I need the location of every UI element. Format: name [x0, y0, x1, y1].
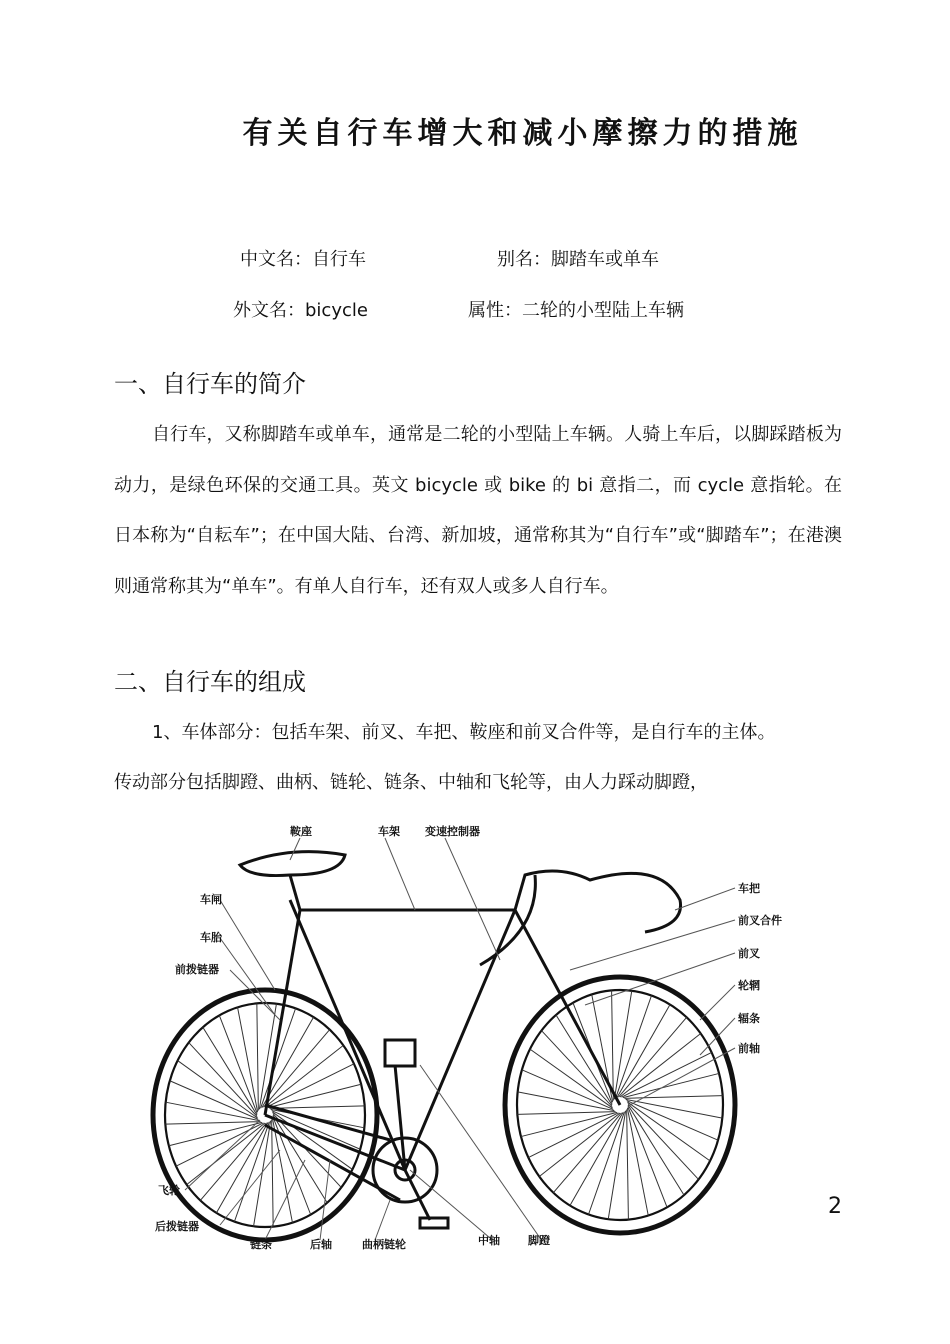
- wheel-spoke: [267, 1064, 354, 1107]
- label-rear-derailleur: 后拨链器: [155, 1220, 199, 1233]
- wheel-spoke: [628, 1105, 684, 1195]
- label-spoke: 辐条: [738, 1012, 760, 1025]
- label-crank-chainring: 曲柄链轮: [362, 1238, 406, 1251]
- label-rear-axle: 后轴: [310, 1238, 332, 1251]
- wheel-spoke: [627, 1108, 648, 1216]
- wheel-spoke: [626, 1099, 723, 1118]
- wheel-spoke: [628, 1103, 699, 1179]
- label-handlebar: 车把: [738, 882, 760, 895]
- wheel-spoke: [169, 1122, 262, 1145]
- wheel-spoke: [238, 1007, 258, 1112]
- wheel-spoke: [200, 1123, 266, 1201]
- wheel-spoke: [272, 1119, 274, 1226]
- info-chinese-name: 中文名：自行车: [240, 249, 366, 270]
- section1-paragraph: 自行车，又称脚踏车或单车，通常是二轮的小型陆上车辆。人骑上车后，以脚踩踏板为动力，是绿色环保的交通工具。英文 bicycle 或 bike 的 bi 意指二，而 cycle 意指轮。在日本称为“自耘车”；在中国大陆、台湾、新加坡，通常称其为“自行车”或“脚踏车”；在港澳则通常称其为“单车”。有单人自行车，还有双人或多人自行车。: [114, 424, 842, 597]
- wheel-spoke: [257, 1003, 259, 1110]
- wheel-spoke: [521, 1112, 617, 1136]
- wheel-spoke: [624, 1096, 722, 1099]
- wheel-spoke: [268, 1084, 361, 1107]
- wheel-spoke: [517, 1112, 615, 1115]
- label-tire: 车胎: [200, 931, 222, 944]
- wheel-spoke: [623, 1073, 719, 1097]
- label-rim: 轮辋: [738, 979, 760, 992]
- label-saddle: 鞍座: [290, 825, 312, 838]
- label-frame: 车架: [378, 825, 400, 838]
- section2-line1: 1、车体部分：包括车架、前叉、车把、鞍座和前叉合件等，是自行车的主体。: [152, 722, 776, 743]
- wheel-spoke: [622, 1052, 712, 1097]
- wheel-spoke: [518, 1092, 615, 1111]
- wheel-spoke: [553, 1113, 621, 1193]
- wheel-spoke: [612, 990, 614, 1100]
- label-shifter: 变速控制器: [425, 825, 480, 838]
- wheel-spoke: [628, 1107, 667, 1208]
- info-foreign-name: 外文名：bicycle: [233, 300, 368, 321]
- document-title: 有关自行车增大和减小摩擦力的措施: [242, 116, 803, 151]
- section1-heading: 一、自行车的简介: [114, 370, 306, 398]
- info-alias: 别名：脚踏车或单车: [497, 249, 659, 270]
- bicycle-diagram: [140, 820, 820, 1260]
- label-fork: 前叉: [738, 947, 760, 960]
- wheel-spoke: [254, 1121, 271, 1227]
- label-fork-assembly: 前叉合件: [738, 914, 782, 927]
- label-freewheel: 飞轮: [158, 1184, 180, 1197]
- wheel-spoke: [614, 991, 631, 1100]
- label-chain: 链条: [250, 1238, 272, 1251]
- section2-line2: 传动部分包括脚蹬、曲柄、链轮、链条、中轴和飞轮等，由人力踩动脚蹬，: [114, 772, 708, 793]
- label-brake: 车闸: [200, 893, 222, 906]
- wheel-spoke: [608, 1111, 625, 1220]
- section2-heading: 二、自行车的组成: [114, 668, 306, 696]
- label-front-axle: 前轴: [738, 1042, 760, 1055]
- wheel-spoke: [528, 1113, 618, 1158]
- label-pedal: 脚蹬: [528, 1234, 550, 1247]
- wheel-spoke: [539, 1113, 620, 1176]
- wheel-spoke: [627, 1109, 629, 1219]
- wheel-spoke: [269, 1106, 364, 1108]
- wheel-spoke: [620, 1034, 701, 1097]
- wheel-spoke: [166, 1102, 260, 1120]
- wheel-spoke: [187, 1123, 265, 1185]
- wheel-spoke: [219, 1015, 257, 1113]
- label-bottom-bracket: 中轴: [478, 1234, 500, 1247]
- wheel-spoke: [556, 1015, 612, 1105]
- wheel-spoke: [618, 1017, 686, 1097]
- page-number: 2: [828, 1194, 842, 1219]
- label-front-derailleur: 前拨链器: [175, 963, 219, 976]
- wheel-spoke: [165, 1122, 260, 1124]
- info-attribute: 属性：二轮的小型陆上车辆: [468, 300, 684, 321]
- wheel-spoke: [203, 1027, 257, 1115]
